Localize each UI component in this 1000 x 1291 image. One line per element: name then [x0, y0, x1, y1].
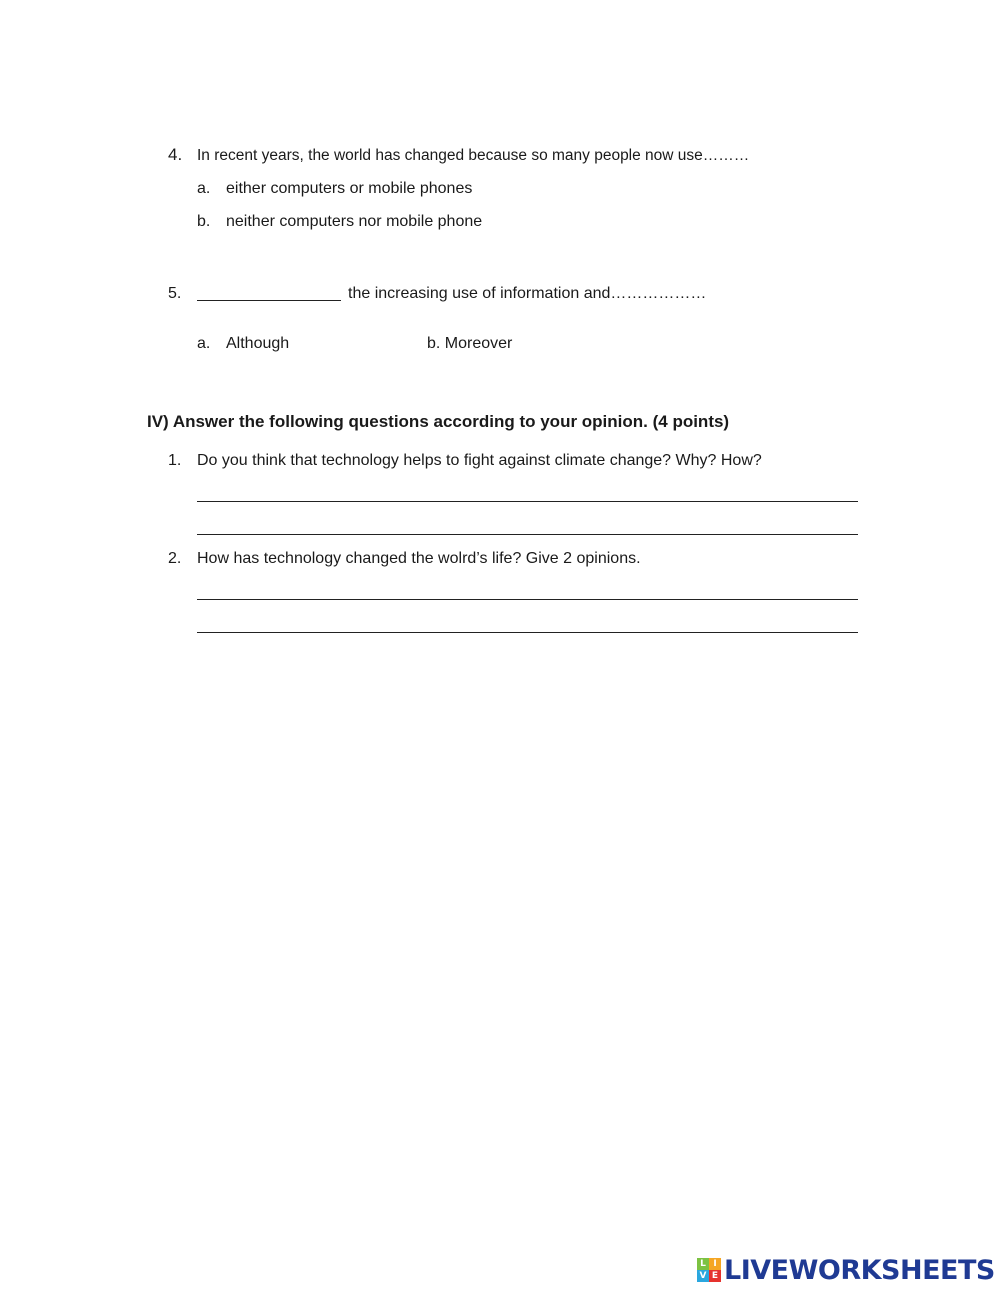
logo-grid-icon [697, 1258, 721, 1282]
section-4-heading: IV) Answer the following questions according to your opinion. (4 points) [147, 412, 730, 431]
question-5-option-b-text[interactable]: b. Moreover [427, 335, 513, 352]
question-5-option-a-letter: a. [197, 335, 211, 352]
section-4-question-2-text: How has technology changed the wolrd’s life? Give 2 opinions. [197, 550, 641, 567]
answer-line-1a[interactable] [197, 501, 858, 502]
question-4-text: In recent years, the world has changed because so many people now use……… [197, 147, 750, 164]
logo-text: LIVEWORKSHEETS [724, 1254, 995, 1286]
question-4-option-a-text[interactable]: either computers or mobile phones [226, 180, 473, 197]
answer-line-2a[interactable] [197, 599, 858, 600]
logo-letter-i: I [709, 1258, 721, 1270]
question-4-number: 4. [168, 145, 183, 164]
logo-letter-l: L [697, 1258, 709, 1270]
logo-letter-v: V [697, 1270, 709, 1282]
section-4-question-1-number: 1. [168, 452, 182, 469]
question-4-option-b-letter: b. [197, 213, 211, 230]
question-4-option-a-letter: a. [197, 180, 211, 197]
question-5-option-a-text[interactable]: Although [226, 335, 290, 352]
answer-line-1b[interactable] [197, 534, 858, 535]
question-4-option-b-text[interactable]: neither computers nor mobile phone [226, 213, 483, 230]
section-4-question-2-number: 2. [168, 550, 182, 567]
liveworksheets-logo [697, 1254, 995, 1286]
section-4-question-1-text: Do you think that technology helps to fight against climate change? Why? How? [197, 452, 762, 469]
question-5-blank[interactable] [197, 300, 341, 301]
question-5-text: the increasing use of information and……………… [348, 285, 707, 302]
question-5-number: 5. [168, 285, 182, 302]
answer-line-2b[interactable] [197, 632, 858, 633]
logo-letter-e: E [709, 1270, 721, 1282]
